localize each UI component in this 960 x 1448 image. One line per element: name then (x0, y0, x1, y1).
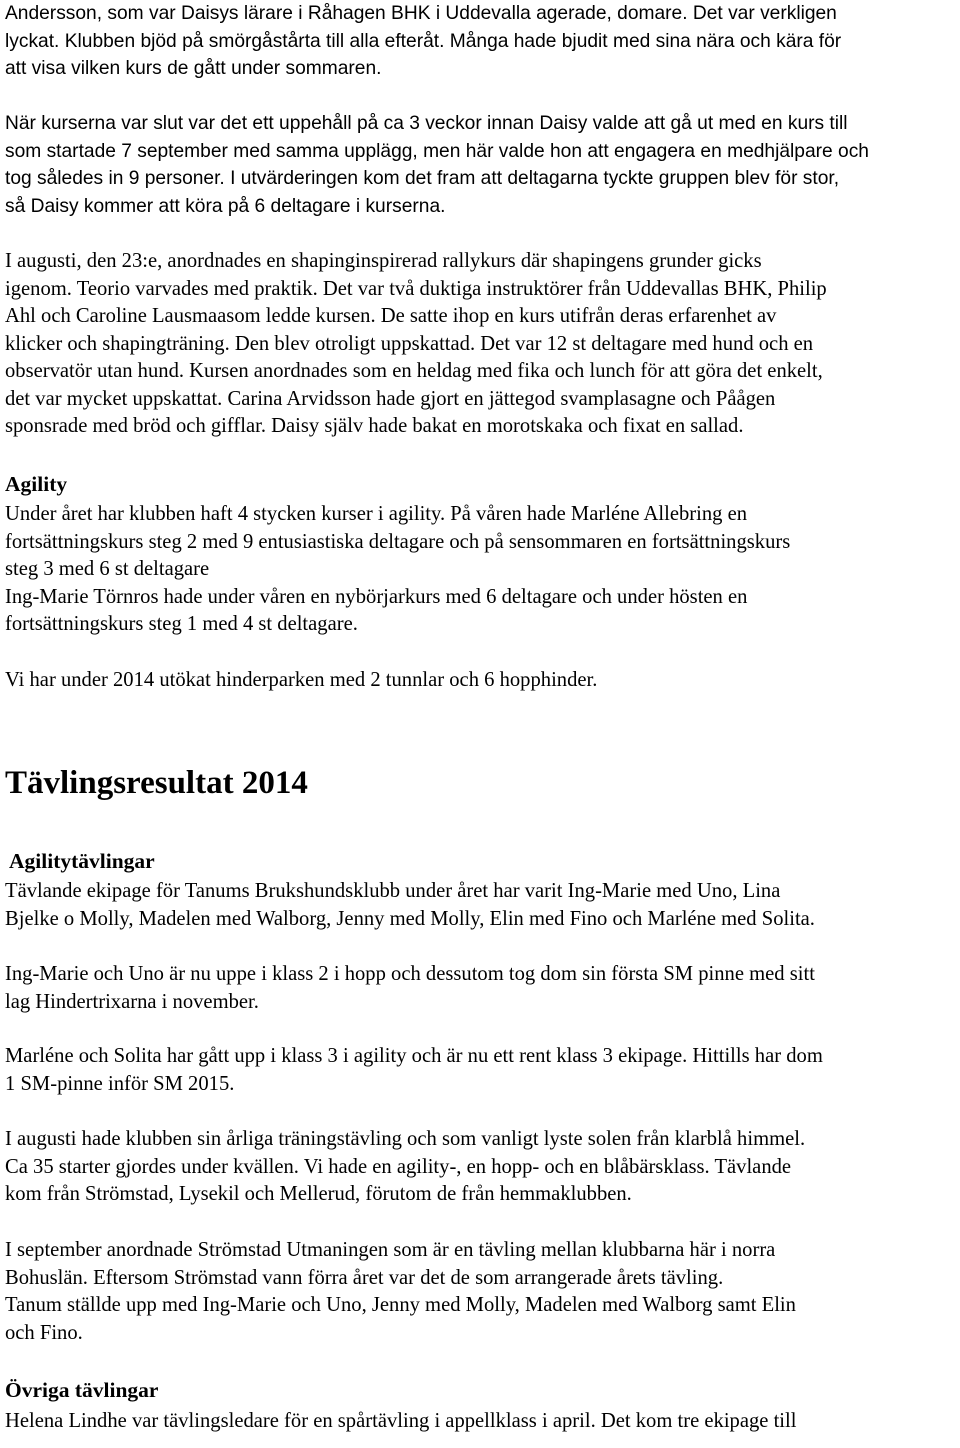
text-line: I augusti, den 23:e, anordnades en shapinginspirerad rallykurs där shapingens grunder gicks (5, 250, 762, 272)
class-three-paragraph (5, 1043, 823, 1098)
text-line: igenom. Teorio varvades med praktik. Det var två duktiga instruktörer från Uddevallas BHK, Philip (5, 277, 827, 300)
competitors-paragraph (5, 878, 815, 933)
equipment-paragraph (5, 667, 597, 695)
text-line: observatör utan hund. Kursen anordnades som en heldag med fika och lunch för att göra det enkelt, (5, 360, 823, 382)
text-line: kom från Strömstad, Lysekil och Mellerud, förutom de från hemmaklubben. (5, 1183, 632, 1205)
agility-heading: Agility (5, 472, 68, 496)
utmaningen-paragraph (5, 1237, 796, 1347)
rally-paragraph (5, 248, 827, 441)
text-line: I augusti hade klubben sin årliga träningstävling och som vanligt lyste solen från klarblå himmel. (5, 1128, 806, 1150)
intro-paragraph (5, 0, 841, 83)
text-line: så Daisy kommer att köra på 6 deltagare i kurserna. (5, 195, 446, 217)
text-line: Marléne och Solita har gått upp i klass 3 i agility och är nu ett rent klass 3 ekipage. Hittills har dom (5, 1045, 823, 1067)
other-competitions-heading: Övriga tävlingar (5, 1378, 159, 1402)
text-line: I september anordnade Strömstad Utmaningen som är en tävling mellan klubbarna här i norra (5, 1239, 776, 1261)
other-competitions-paragraph (5, 1408, 796, 1436)
text-line: steg 3 med 6 st deltagare (5, 558, 210, 580)
text-line: och Fino. (5, 1321, 83, 1344)
text-line: att visa vilken kurs de gått under sommaren. (5, 58, 382, 79)
text-line: klicker och shapingträning. Den blev otroligt uppskattad. Det var 12 st deltagare med hund och en (5, 332, 814, 355)
class-two-paragraph (5, 961, 815, 1016)
text-line: Andersson, som var Daisys lärare i Råhagen BHK i Uddevalla agerade, domare. Det var verkligen (5, 3, 837, 24)
other-competitions-section (5, 1376, 158, 1404)
text-line: Bohuslän. Eftersom Strömstad vann förra året var det de som arrangerade årets tävling. (5, 1266, 724, 1289)
text-line: Under året har klubben haft 4 stycken kurser i agility. På våren hade Marléne Allebring en (5, 503, 748, 525)
results-heading: Tävlingsresultat 2014 (5, 765, 308, 801)
agility-competitions-heading: Agilitytävlingar (9, 849, 155, 873)
text-line: När kurserna var slut var det ett uppehåll på ca 3 veckor innan Daisy valde att gå ut med en kurs till (5, 113, 848, 134)
agility-section (5, 470, 67, 498)
text-line: Ing-Marie och Uno är nu uppe i klass 2 i hopp och dessutom tog dom sin första SM pinne med sitt (5, 963, 815, 985)
text-line: lag Hindertrixarna i november. (5, 990, 259, 1013)
text-line: Ca 35 starter gjordes under kvällen. Vi hade en agility-, en hopp- och en blåbärsklass. Tävlande (5, 1155, 792, 1178)
text-line: Vi har under 2014 utökat hinderparken med 2 tunnlar och 6 hopphinder. (5, 669, 598, 691)
text-line: Helena Lindhe var tävlingsledare för en spårtävling i appellklass i april. Det kom tre ekipage till (5, 1410, 797, 1432)
text-line: Bjelke o Molly, Madelen med Walborg, Jenny med Molly, Elin med Fino och Marléne med Solita. (5, 907, 815, 930)
course-paragraph (5, 110, 869, 220)
text-line: 1 SM-pinne inför SM 2015. (5, 1072, 235, 1095)
text-line: sponsrade med bröd och gifflar. Daisy själv hade bakat en morotskaka och fixat en sallad. (5, 415, 744, 437)
text-line: Tanum ställde upp med Ing-Marie och Uno, Jenny med Molly, Madelen med Walborg samt Elin (5, 1294, 796, 1316)
text-line: Tävlande ekipage för Tanums Brukshundsklubb under året har varit Ing-Marie med Uno, Lina (5, 880, 781, 902)
text-line: fortsättningskurs steg 2 med 9 entusiastiska deltagare och på sensommaren en fortsättningskurs (5, 530, 791, 553)
agility-paragraph (5, 501, 790, 639)
text-line: lyckat. Klubben bjöd på smörgåstårta till alla efteråt. Många hade bjudit med sina nära och kära för (5, 30, 842, 52)
training-competition-paragraph (5, 1126, 805, 1209)
text-line: Ing-Marie Törnros hade under våren en nybörjarkurs med 6 deltagare och under hösten en (5, 585, 748, 608)
text-line: det var mycket uppskattat. Carina Arvidsson hade gjort en jättegod svamplasagne och Påågen (5, 387, 776, 410)
text-line: fortsättningskurs steg 1 med 4 st deltagare. (5, 613, 358, 635)
text-line: tog således in 9 personer. I utvärderingen kom det fram att deltagarna tyckte gruppen blev för stor, (5, 168, 840, 189)
text-line: Ahl och Caroline Lausmaasom ledde kursen. De satte ihop en kurs utifrån deras erfarenhet av (5, 305, 777, 327)
results-section (5, 763, 308, 803)
text-line: som startade 7 september med samma upplägg, men här valde hon att engagera en medhjälpare och (5, 140, 869, 162)
agility-competitions-section (9, 847, 155, 875)
